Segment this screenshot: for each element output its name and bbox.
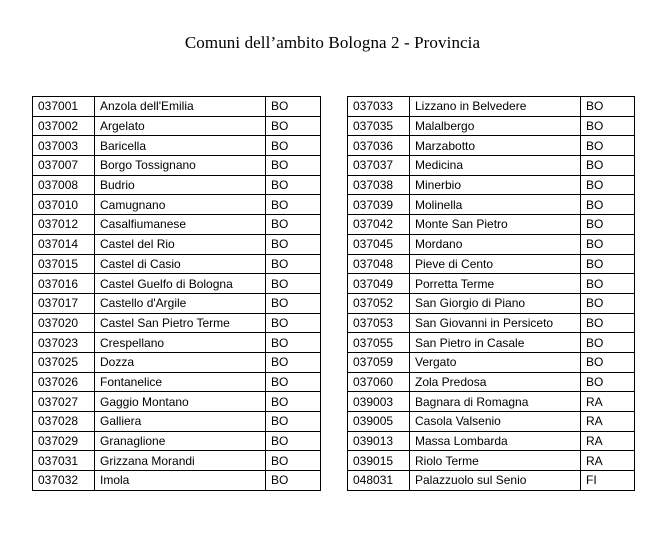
table-row <box>348 451 635 471</box>
comune-code-cell: 037045 <box>348 234 410 254</box>
province-cell: BO <box>266 116 321 136</box>
table-row <box>348 156 635 176</box>
comune-name-cell: San Pietro in Casale <box>410 333 581 353</box>
comune-code-cell: 037039 <box>348 195 410 215</box>
table-row <box>348 431 635 451</box>
comune-name-cell: Medicina <box>410 156 581 176</box>
comune-name-cell: Argelato <box>95 116 266 136</box>
province-cell: BO <box>266 136 321 156</box>
comune-code-cell: 037031 <box>33 451 95 471</box>
comune-code-cell: 037052 <box>348 293 410 313</box>
table-row <box>348 215 635 235</box>
comune-code-cell: 037029 <box>33 431 95 451</box>
province-cell: BO <box>581 195 635 215</box>
province-cell: BO <box>266 352 321 372</box>
comune-code-cell: 037010 <box>33 195 95 215</box>
province-cell: RA <box>581 431 635 451</box>
table-row <box>33 136 321 156</box>
comune-code-cell: 037027 <box>33 392 95 412</box>
comune-name-cell: Zola Predosa <box>410 372 581 392</box>
comune-name-cell: Anzola dell'Emilia <box>95 97 266 117</box>
comune-name-cell: Gaggio Montano <box>95 392 266 412</box>
comune-code-cell: 037028 <box>33 412 95 432</box>
comune-code-cell: 037053 <box>348 313 410 333</box>
province-cell: BO <box>581 215 635 235</box>
comune-name-cell: Castello d'Argile <box>95 293 266 313</box>
comune-code-cell: 037023 <box>33 333 95 353</box>
comune-code-cell: 037008 <box>33 175 95 195</box>
comune-name-cell: Galliera <box>95 412 266 432</box>
comuni-table-right <box>347 96 635 491</box>
comune-name-cell: Malalbergo <box>410 116 581 136</box>
table-row <box>33 274 321 294</box>
province-cell: BO <box>266 372 321 392</box>
table-row <box>348 313 635 333</box>
comune-name-cell: Castel di Casio <box>95 254 266 274</box>
comune-name-cell: Riolo Terme <box>410 451 581 471</box>
table-row <box>348 116 635 136</box>
comune-name-cell: Bagnara di Romagna <box>410 392 581 412</box>
comune-code-cell: 039013 <box>348 431 410 451</box>
table-row <box>348 392 635 412</box>
comune-name-cell: San Giovanni in Persiceto <box>410 313 581 333</box>
comune-name-cell: San Giorgio di Piano <box>410 293 581 313</box>
comune-name-cell: Camugnano <box>95 195 266 215</box>
comune-name-cell: Porretta Terme <box>410 274 581 294</box>
comune-code-cell: 037038 <box>348 175 410 195</box>
comune-name-cell: Borgo Tossignano <box>95 156 266 176</box>
province-cell: BO <box>581 97 635 117</box>
table-row <box>33 116 321 136</box>
comune-name-cell: Castel San Pietro Terme <box>95 313 266 333</box>
comune-name-cell: Vergato <box>410 352 581 372</box>
table-row <box>348 471 635 491</box>
table-row <box>33 333 321 353</box>
comune-name-cell: Marzabotto <box>410 136 581 156</box>
province-cell: BO <box>266 412 321 432</box>
table-row <box>33 156 321 176</box>
province-cell: RA <box>581 451 635 471</box>
table-row <box>33 97 321 117</box>
province-cell: BO <box>581 352 635 372</box>
table-row <box>348 97 635 117</box>
table-row <box>33 313 321 333</box>
comune-code-cell: 037017 <box>33 293 95 313</box>
province-cell: FI <box>581 471 635 491</box>
comune-code-cell: 037014 <box>33 234 95 254</box>
province-cell: BO <box>581 116 635 136</box>
comune-name-cell: Grizzana Morandi <box>95 451 266 471</box>
comune-code-cell: 048031 <box>348 471 410 491</box>
comune-code-cell: 037020 <box>33 313 95 333</box>
comune-code-cell: 039005 <box>348 412 410 432</box>
table-row <box>33 451 321 471</box>
province-cell: BO <box>581 293 635 313</box>
province-cell: BO <box>581 333 635 353</box>
comune-name-cell: Granaglione <box>95 431 266 451</box>
province-cell: BO <box>266 97 321 117</box>
province-cell: BO <box>266 234 321 254</box>
comune-code-cell: 037036 <box>348 136 410 156</box>
province-cell: BO <box>581 156 635 176</box>
comune-name-cell: Monte San Pietro <box>410 215 581 235</box>
province-cell: BO <box>581 254 635 274</box>
province-cell: BO <box>266 293 321 313</box>
comune-name-cell: Mordano <box>410 234 581 254</box>
table-row <box>33 254 321 274</box>
comune-name-cell: Lizzano in Belvedere <box>410 97 581 117</box>
comune-code-cell: 039003 <box>348 392 410 412</box>
comune-name-cell: Massa Lombarda <box>410 431 581 451</box>
province-cell: BO <box>581 372 635 392</box>
province-cell: BO <box>266 274 321 294</box>
comune-name-cell: Minerbio <box>410 175 581 195</box>
comune-code-cell: 037016 <box>33 274 95 294</box>
province-cell: BO <box>581 313 635 333</box>
table-row <box>33 431 321 451</box>
table-row <box>348 234 635 254</box>
table-body <box>348 97 635 491</box>
table-row <box>348 333 635 353</box>
comune-name-cell: Castel Guelfo di Bologna <box>95 274 266 294</box>
province-cell: RA <box>581 412 635 432</box>
table-row <box>33 293 321 313</box>
comune-code-cell: 037037 <box>348 156 410 176</box>
table-row <box>33 195 321 215</box>
table-body <box>33 97 321 491</box>
comune-code-cell: 037059 <box>348 352 410 372</box>
table-row <box>33 471 321 491</box>
comune-code-cell: 037035 <box>348 116 410 136</box>
table-row <box>33 392 321 412</box>
comune-code-cell: 037002 <box>33 116 95 136</box>
comune-code-cell: 037049 <box>348 274 410 294</box>
province-cell: RA <box>581 392 635 412</box>
table-row <box>348 412 635 432</box>
table-row <box>33 215 321 235</box>
table-row <box>348 352 635 372</box>
table-row <box>33 372 321 392</box>
province-cell: BO <box>266 471 321 491</box>
comune-code-cell: 039015 <box>348 451 410 471</box>
province-cell: BO <box>266 195 321 215</box>
table-row <box>348 254 635 274</box>
page-title: Comuni dell’ambito Bologna 2 - Provincia <box>184 33 481 52</box>
comune-code-cell: 037032 <box>33 471 95 491</box>
comune-code-cell: 037055 <box>348 333 410 353</box>
province-cell: BO <box>581 274 635 294</box>
comune-name-cell: Budrio <box>95 175 266 195</box>
province-cell: BO <box>266 254 321 274</box>
comune-name-cell: Casalfiumanese <box>95 215 266 235</box>
comune-name-cell: Pieve di Cento <box>410 254 581 274</box>
comune-name-cell: Fontanelice <box>95 372 266 392</box>
province-cell: BO <box>581 136 635 156</box>
comune-code-cell: 037042 <box>348 215 410 235</box>
province-cell: BO <box>266 392 321 412</box>
province-cell: BO <box>581 234 635 254</box>
province-cell: BO <box>266 215 321 235</box>
comune-code-cell: 037015 <box>33 254 95 274</box>
comune-name-cell: Castel del Rio <box>95 234 266 254</box>
province-cell: BO <box>581 175 635 195</box>
comune-code-cell: 037033 <box>348 97 410 117</box>
comune-name-cell: Casola Valsenio <box>410 412 581 432</box>
province-cell: BO <box>266 333 321 353</box>
comune-name-cell: Palazzuolo sul Senio <box>410 471 581 491</box>
comune-code-cell: 037026 <box>33 372 95 392</box>
comune-name-cell: Molinella <box>410 195 581 215</box>
province-cell: BO <box>266 156 321 176</box>
comune-code-cell: 037001 <box>33 97 95 117</box>
comune-name-cell: Baricella <box>95 136 266 156</box>
comune-code-cell: 037007 <box>33 156 95 176</box>
table-row <box>348 175 635 195</box>
province-cell: BO <box>266 431 321 451</box>
comune-name-cell: Imola <box>95 471 266 491</box>
comune-code-cell: 037025 <box>33 352 95 372</box>
table-row <box>348 293 635 313</box>
province-cell: BO <box>266 313 321 333</box>
table-row <box>33 352 321 372</box>
table-row <box>33 234 321 254</box>
table-row <box>348 195 635 215</box>
table-row <box>348 274 635 294</box>
comune-code-cell: 037060 <box>348 372 410 392</box>
comuni-table-left <box>32 96 321 491</box>
comune-name-cell: Dozza <box>95 352 266 372</box>
table-row <box>33 175 321 195</box>
comune-name-cell: Crespellano <box>95 333 266 353</box>
comune-code-cell: 037012 <box>33 215 95 235</box>
province-cell: BO <box>266 175 321 195</box>
table-row <box>348 372 635 392</box>
table-row <box>33 412 321 432</box>
comune-code-cell: 037048 <box>348 254 410 274</box>
comune-code-cell: 037003 <box>33 136 95 156</box>
table-row <box>348 136 635 156</box>
province-cell: BO <box>266 451 321 471</box>
